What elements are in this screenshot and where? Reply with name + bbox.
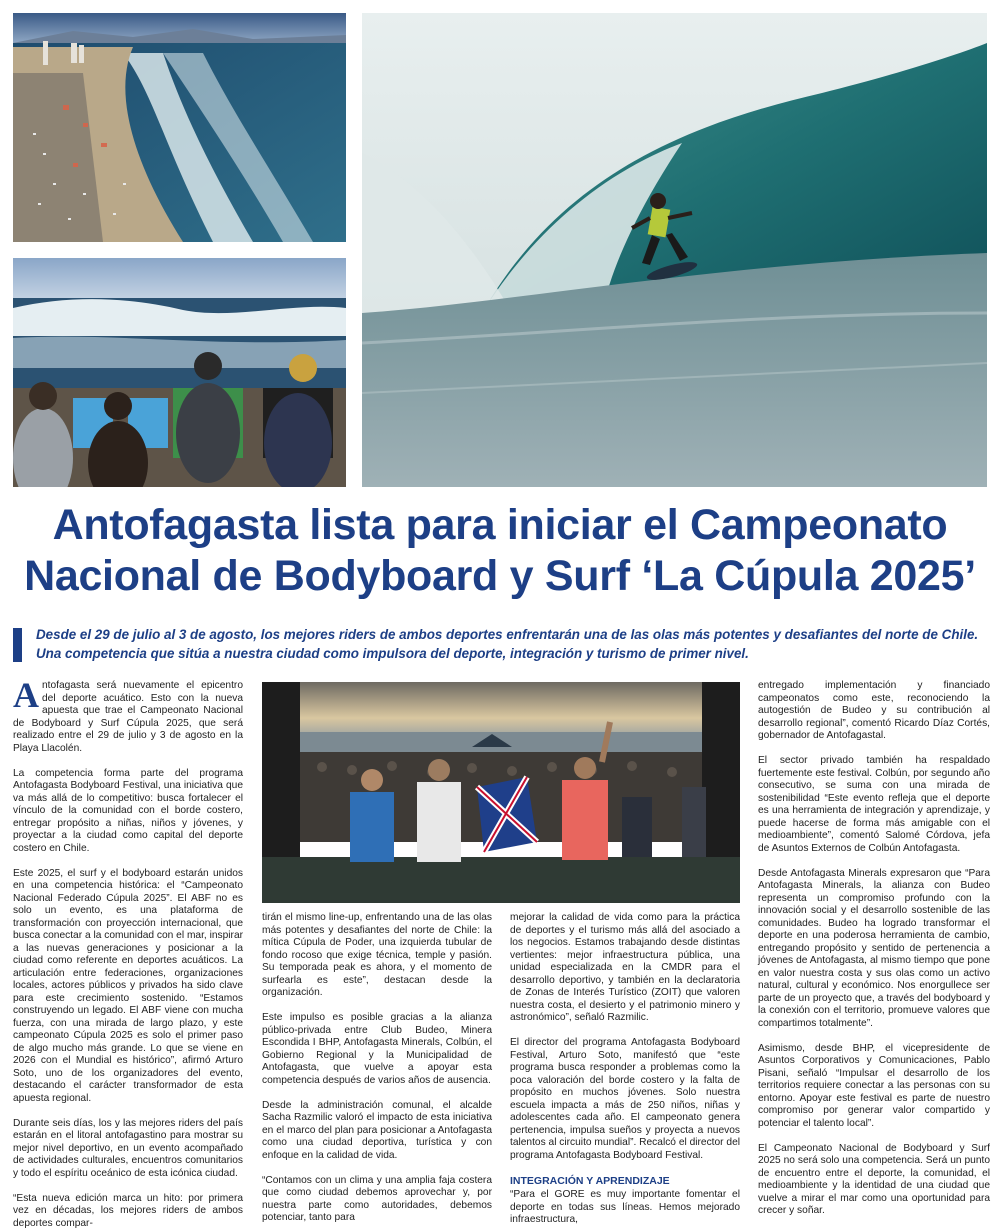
- paragraph: Durante seis días, los y las mejores riders del país estarán en el litoral antofagastino para mostrar su mejor nivel deportivo, en un evento acompañado de actividades culturales, encuentros comunitarios y todo el espíritu oceánico de esta icónica ciudad.: [13, 1117, 243, 1179]
- spectators-photo: [13, 258, 346, 487]
- column-2: [262, 912, 492, 1228]
- section-subheading: INTEGRACIÓN Y APRENDIZAJE: [510, 1174, 670, 1187]
- headline: Antofagasta lista para iniciar el Campeonato Nacional de Bodyboard y Surf ‘La Cúpula 2025’: [24, 501, 976, 600]
- paragraph: [13, 675, 243, 755]
- paragraph: La competencia forma parte del programa Antofagasta Bodyboard Festival, una iniciativa que va más allá de lo competitivo: busca fortalecer el vínculo de la comunidad con el borde costero, entregar propósito a niñas, niños y jóvenes, y proyectar a la ciudad como capital del deporte costero en Chile.: [13, 767, 243, 854]
- lead-accent-bar: [13, 628, 22, 662]
- paragraph: Desde la administración comunal, el alcalde Sacha Razmilic valoró el impacto de esta iniciativa en el marco del plan para posicionar a Antofagasta como una ciudad deportiva, turística y con enfoque en la calidad de vida.: [262, 1099, 492, 1161]
- paragraph: tirán el mismo line-up, enfrentando una de las olas más potentes y desafiantes del norte de Chile: la mítica Cúpula de Poder, una izquierda tubular de fondo rocoso que exige técnica, temple y pasión. Su temporada peak es ahora, y el momento de surfearla es este”, destacan desde la organización.: [262, 912, 492, 998]
- column-1: [13, 675, 243, 1228]
- paragraph-text: ntofagasta será nuevamente el epicentro del deporte acuático. Esto con la nueva apuesta que trae el Campeonato Nacional de Bodyboard y Surf Cúpula 2025, que será realizado entre el 29 de julio y 3 de agosto en la Playa Llacolén.: [13, 680, 243, 754]
- paragraph: Este 2025, el surf y el bodyboard estarán unidos en una competencia histórica: el “Campeonato Nacional Federado Cúpula 2025”. El ABF no es solo un evento, es una plataforma de transformación con proyección internacional, que busca conectar a la comunidad con el mar, inspirar a las nuevas generaciones y posicionar a la ciudad como referente en deportes acuáticos. La articulación entre federaciones, organizaciones locales, actores públicos y privados ha sido clave para este crecimiento sostenido. “Estamos construyendo un legado. El ABF viene con mucha fuerza, con una mirada de largo plazo, y este campeonato Cúpula 2025 es solo el primer paso de algo mucho más grande. Lo que se viene en 2026 con el Mundial es histórico”, afirmó Arturo Soto, uno de los organizadores del evento, destacando el carácter transformador de esta apuesta regional.: [13, 867, 243, 1104]
- paragraph: mejorar la calidad de vida como para la práctica de deportes y el turismo más allá del asociado a los negocios. Estamos trabajando desde distintas vertientes: mejor infraestructura pública, una unidad especializada en la CMDR para el desarrollo deportivo, y también en la declaratoria de Zonas de Interés Turístico (ZOIT) que valoren nuestra costa, el desierto y el patrimonio minero y astronómico”, señaló Razmilic.: [510, 912, 740, 1023]
- paragraph: El sector privado también ha respaldado fuertemente este festival. Colbún, por segundo año consecutivo, se suma con una mirada de sostenibilidad “Este evento refleja que el deporte es una herramienta de integración y aprendizaje, y puede hacerse de forma más amigable con el medioambiente”, comentó Salomé Córdova, jefa de Asuntos Externos de Colbún Antofagasta.: [758, 755, 990, 854]
- paragraph: El Campeonato Nacional de Bodyboard y Surf 2025 no será solo una competencia. Será un punto de encuentro entre el deporte, la comunidad, el medioambiente y la identidad de una ciudad que vuelve a mirar el mar como una oportunidad para crecer y soñar.: [758, 1142, 990, 1216]
- paragraph: “Contamos con un clima y una amplia faja costera que como ciudad debemos aprovechar y, por nuestra parte como autoridades, debemos potenciar, tanto para: [262, 1174, 492, 1223]
- column-3: [510, 912, 740, 1228]
- stage-ceremony-photo: [262, 682, 740, 903]
- paragraph: entregado implementación y financiado campeonatos como este, reconociendo la autogestión de Budeo y su contribución al desarrollo regional”, comentó Ricardo Díaz Cortés, gobernador de Antofagastal.: [758, 680, 990, 741]
- column-4: [758, 680, 990, 1228]
- paragraph: “Para el GORE es muy importante fomentar el deporte en todas sus líneas. Hemos mejorado infraestructura,: [510, 1189, 740, 1225]
- paragraph: Desde Antofagasta Minerals expresaron que “Para Antofagasta Minerals, la alianza con Budeo representa un compromiso profundo con la innovación social y el desarrollo sostenible de las comunidades. Budeo ha logrado transformar el deporte en una poderosa herramienta de cambio, entregando propósito y sentido de pertenencia a jóvenes de Antofagasta, al mismo tiempo que pone en valor nuestra costa y sus olas como un activo natural, cultural y económico. Nos enorgullece ser parte de un proyecto que, a través del bodyboard y la conexión con el territorio, promueve valores que compartimos totalmente”.: [758, 867, 990, 1029]
- paragraph: Este impulso es posible gracias a la alianza público-privada entre Club Budeo, Minera Escondida I BHP, Antofagasta Minerals, Colbún, el Gobierno Regional y la Municipalidad de Antofagasta, que vuelve a apoyar esta competencia después de varios años de ausencia.: [262, 1012, 492, 1086]
- dropcap: A: [13, 675, 39, 715]
- aerial-coast-photo: [13, 13, 346, 242]
- lead-paragraph: Desde el 29 de julio al 3 de agosto, los mejores riders de ambos deportes enfrentarán una de las olas más potentes y desafiantes del norte de Chile. Una competencia que sitúa a nuestra ciudad como impulsora del deporte, integración y turismo de primer nivel.: [36, 627, 979, 661]
- paragraph: “Esta nueva edición marca un hito: por primera vez en décadas, los mejores riders de ambos deportes compar-: [13, 1192, 243, 1228]
- paragraph: Asimismo, desde BHP, el vicepresidente de Asuntos Corporativos y Comunicaciones, Pablo Pisani, señaló “Impulsar el desarrollo de los territorios requiere conectar a las personas con su entorno. Apoyar este festival es parte de nuestro compromiso por generar valor compartido y potenciar el talento local”.: [758, 1042, 990, 1129]
- paragraph: El director del programa Antofagasta Bodyboard Festival, Arturo Soto, manifestó que “este programa busca responder a problemas como la poca valoración del borde costero y la falta de propósito en muchos jóvenes. Solo nuestra escuela impacta a más de 250 niños, niñas y adolescentes cada año. El campeonato genera pertenencia, impulsa sueños y proyecta a nuevos talentos al circuito mundial”. Recalcó el director del programa Antofagasta Bodyboard Festival.: [510, 1037, 740, 1161]
- surfer-barrel-photo: [362, 13, 987, 487]
